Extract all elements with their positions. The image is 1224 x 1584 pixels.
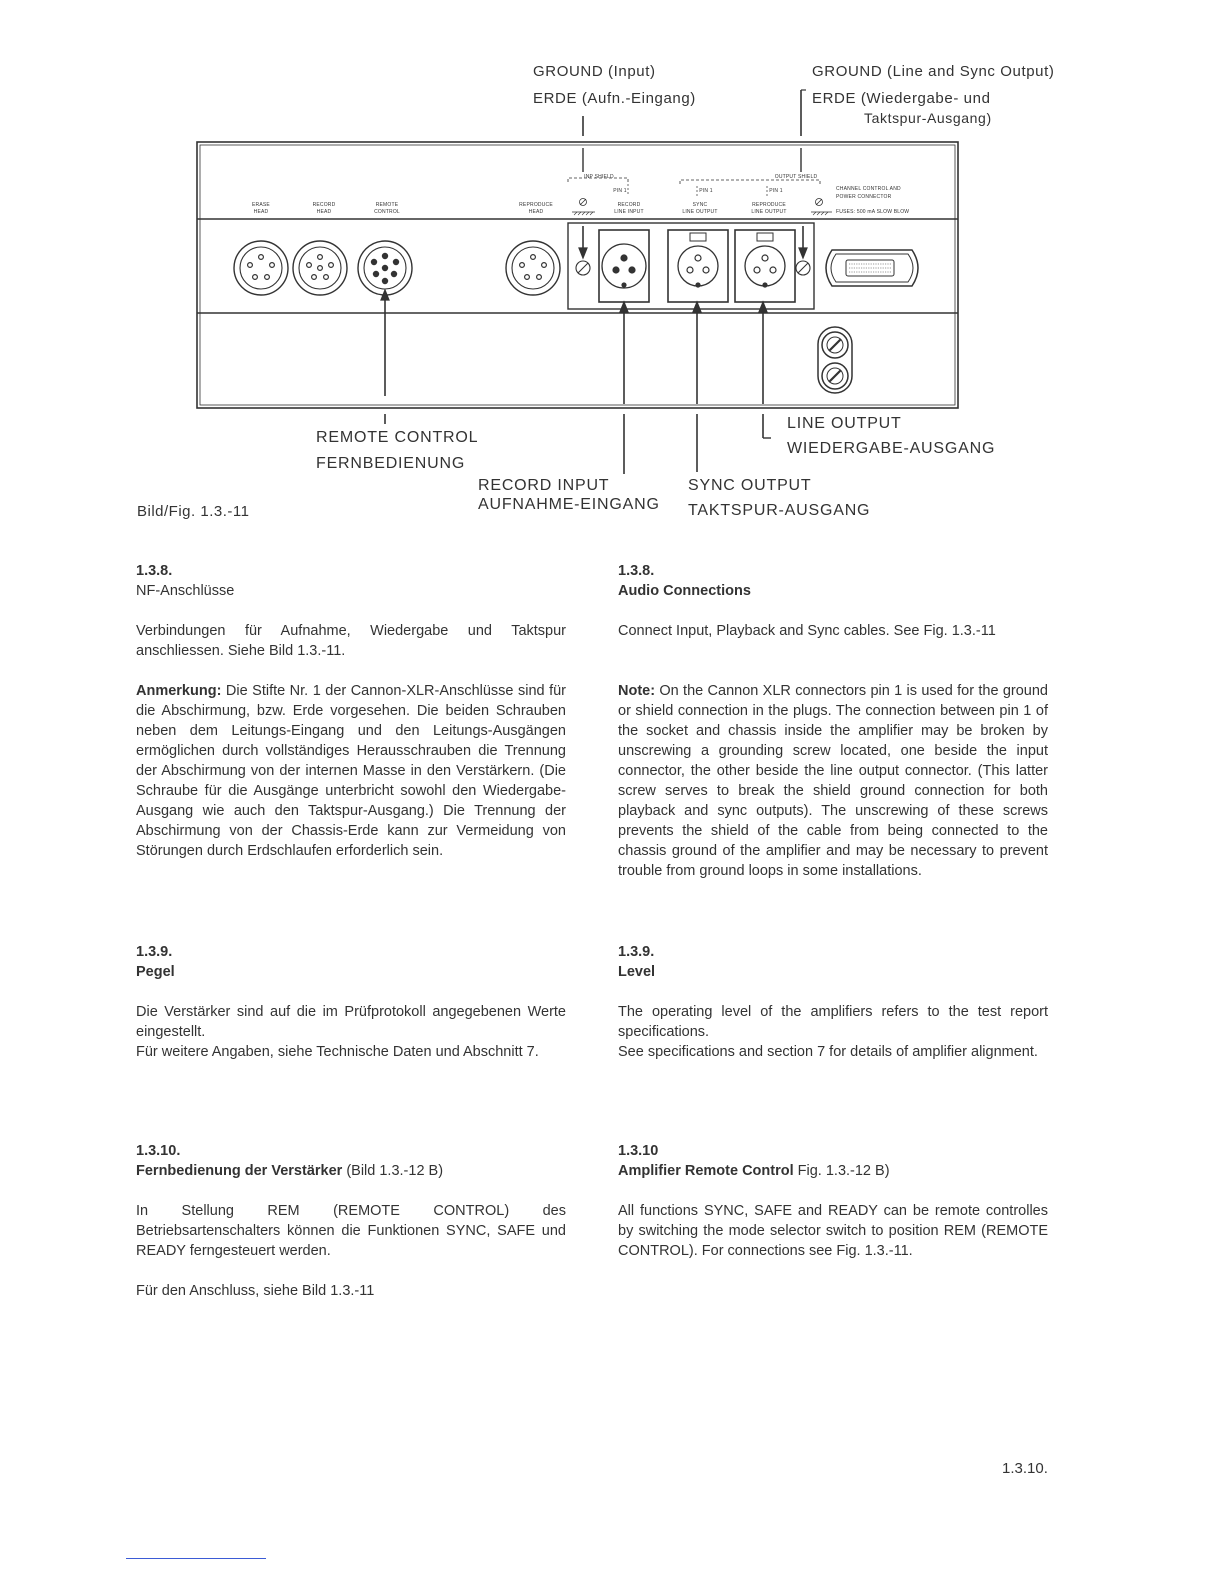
pin1-label-repro: PIN 1: [769, 188, 783, 194]
english-column-1-3-9: [618, 942, 1048, 1062]
remote-control-callout-de: FERNBEDIENUNG: [316, 455, 466, 472]
reproduce-line-output-label-2: LINE OUTPUT: [751, 209, 787, 215]
section-1-3-8-text-de: Verbindungen für Aufnahme, Wiedergabe und Taktspur anschliessen. Siehe Bild 1.3.-11.: [136, 623, 566, 659]
channel-control-label-2: POWER CONNECTOR: [836, 194, 892, 200]
section-1-3-9-text-de: Die Verstärker sind auf die im Prüfprotokoll angegebenen Werte eingestellt.: [136, 1004, 566, 1040]
german-column-1-3-9: [136, 942, 566, 1062]
german-column: [136, 561, 566, 861]
sync-output-callout-de: TAKTSPUR-AUSGANG: [688, 502, 871, 519]
section-1-3-10-number-de: 1.3.10.: [136, 1143, 181, 1159]
ground-input-label-de: ERDE (Aufn.-Eingang): [533, 90, 696, 107]
note-label-de: Anmerkung:: [136, 683, 222, 699]
note-text-de: Die Stifte Nr. 1 der Cannon-XLR-Anschlüsse sind für die Abschirmung, bzw. Erde vorgesehen. Die beiden Schrauben neben dem Leitungs-Eingang und den Leitungs-Ausgängen ermöglichen durch vollständiges Herausschrauben die Trennung der Abschirmung von der internen Masse in den Verstärkern. (Die Schraube für die Ausgänge unterbricht sowohl den Wiedergabe-Ausgang wie auch den Taktspur-Ausgang.) Die Trennung der Abschirmung von der Chassis-Erde kann zur Vermeidung von Störungen durch Erdschlaufen erforderlich sein.: [136, 683, 566, 859]
sync-line-output-label: SYNC: [692, 202, 708, 208]
record-line-input-label: RECORD: [617, 202, 641, 208]
section-1-3-9-text-en: The operating level of the amplifiers refers to the test report specifications.: [618, 1004, 1048, 1040]
fuses-label: FUSES: 500 mA SLOW BLOW: [836, 209, 910, 215]
remote-control-socket: [358, 241, 412, 295]
line-output-callout: LINE OUTPUT: [787, 415, 902, 432]
section-1-3-8-note-en: [618, 681, 1048, 881]
english-column: [618, 561, 1048, 881]
english-column-1-3-10: [618, 1141, 1048, 1261]
section-1-3-10-number-en: 1.3.10: [618, 1143, 659, 1159]
german-column-1-3-10: [136, 1141, 566, 1301]
erase-head-label-2: HEAD: [253, 209, 269, 215]
output-shield-label: OUTPUT SHIELD: [774, 174, 818, 180]
rear-panel-diagram: [0, 0, 1224, 560]
remote-control-callout: REMOTE CONTROL: [316, 429, 479, 446]
reproduce-head-label: REPRODUCE: [519, 202, 553, 208]
reproduce-head-socket: [506, 241, 560, 295]
record-input-callout-de: AUFNAHME-EINGANG: [478, 496, 660, 513]
section-1-3-9-number-en: 1.3.9.: [618, 944, 655, 960]
section-1-3-8-text-en: Connect Input, Playback and Sync cables. See Fig. 1.3.-11: [618, 623, 996, 639]
erase-head-socket: [234, 241, 288, 295]
section-1-3-10-title-de: [136, 1161, 566, 1181]
section-1-3-10-text-de: In Stellung REM (REMOTE CONTROL) des Betriebsartenschalters können die Funktionen SYNC, SAFE und READY ferngesteuert werden.: [136, 1203, 566, 1259]
remote-control-label-2: CONTROL: [374, 209, 400, 215]
section-1-3-10-ref-de: (Bild 1.3.-12 B): [346, 1163, 444, 1179]
section-1-3-8-title-en: Audio Connections: [618, 583, 751, 599]
pin1-label-sync: PIN 1: [699, 188, 713, 194]
sync-line-output-label-2: LINE OUTPUT: [682, 209, 718, 215]
sync-output-callout: SYNC OUTPUT: [688, 477, 812, 494]
line-output-callout-de: WIEDERGABE-AUSGANG: [787, 440, 996, 457]
record-head-socket: [293, 241, 347, 295]
section-1-3-10-text-en: All functions SYNC, SAFE and READY can be remote controlles by switching the mode selector switch to position REM (REMOTE CONTROL). For connections see Fig. 1.3.-11.: [618, 1203, 1048, 1259]
record-head-label: RECORD: [312, 202, 336, 208]
figure-caption: Bild/Fig. 1.3.-11: [137, 503, 250, 520]
inp-shield-label: INP SHIELD: [584, 174, 614, 180]
record-input-callout: RECORD INPUT: [478, 477, 610, 494]
section-1-3-8-number-de: 1.3.8.: [136, 563, 173, 579]
page-number: 1.3.10.: [1002, 1460, 1048, 1477]
record-line-input-label-2: LINE INPUT: [614, 209, 644, 215]
footer-rule: [126, 1558, 266, 1559]
section-1-3-10-title-en-text: Amplifier Remote Control: [618, 1163, 794, 1179]
section-1-3-10-ref-en: Fig. 1.3.-12 B): [797, 1163, 890, 1179]
section-1-3-10-title-en: [618, 1161, 1048, 1181]
remote-control-label: REMOTE: [375, 202, 399, 208]
reproduce-head-label-2: HEAD: [528, 209, 544, 215]
section-1-3-9-text2-de: Für weitere Angaben, siehe Technische Daten und Abschnitt 7.: [136, 1044, 539, 1060]
section-1-3-8-note-de: [136, 681, 566, 861]
note-text-en: On the Cannon XLR connectors pin 1 is used for the ground or shield connection in the plugs. The connection between pin 1 of the socket and chassis inside the amplifier may be broken by unscrewing a grounding screw located, one beside the input connector, the other beside the line output connector. (This latter screw serves to break the shield ground connection for both playback and sync outputs). The unscrewing of these screws prevents the shield of the cable from being connected to the chassis ground of the amplifier and may be necessary to prevent trouble from ground loops in some installations.: [618, 683, 1048, 879]
section-1-3-9-text2-en: See specifications and section 7 for details of amplifier alignment.: [618, 1044, 1038, 1060]
section-1-3-8-number-en: 1.3.8.: [618, 563, 655, 579]
reproduce-line-output-label: REPRODUCE: [752, 202, 786, 208]
section-1-3-9-number-de: 1.3.9.: [136, 944, 173, 960]
record-head-label-2: HEAD: [316, 209, 332, 215]
panel-labels: [252, 174, 909, 215]
pin1-label-input: PIN 1: [613, 188, 627, 194]
section-1-3-9-title-en: Level: [618, 964, 656, 980]
ground-input-label: GROUND (Input): [533, 63, 656, 80]
section-1-3-9-title-de: Pegel: [136, 964, 175, 980]
note-label-en: Note:: [618, 683, 656, 699]
section-1-3-8-title-de: NF-Anschlüsse: [136, 583, 235, 599]
section-1-3-10-text2-de: Für den Anschluss, siehe Bild 1.3.-11: [136, 1283, 375, 1299]
erase-head-label: ERASE: [252, 202, 270, 208]
ground-output-label: GROUND (Line and Sync Output): [812, 63, 1055, 80]
ground-output-label-de: ERDE (Wiedergabe- und: [812, 90, 991, 107]
ground-output-label-de-2: Taktspur-Ausgang): [864, 110, 992, 126]
section-1-3-10-title-de-text: Fernbedienung der Verstärker: [136, 1163, 343, 1179]
channel-control-label: CHANNEL CONTROL AND: [836, 186, 901, 192]
